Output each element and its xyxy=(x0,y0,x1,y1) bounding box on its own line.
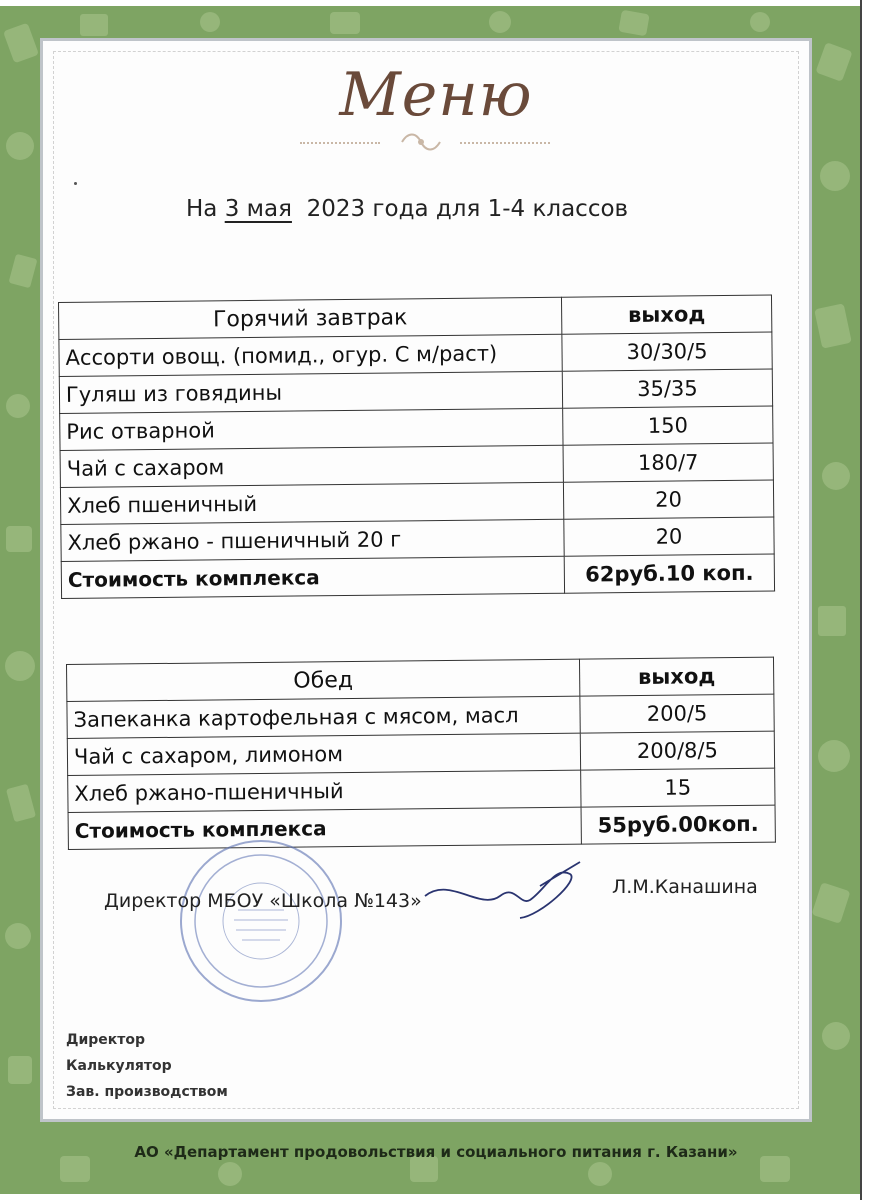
scan-dot xyxy=(74,182,77,185)
date-prefix: На xyxy=(186,196,218,222)
total-row xyxy=(61,554,774,598)
breakfast-header-value: выход xyxy=(561,295,771,334)
item-name: Чай с сахаром, лимоном xyxy=(67,733,580,775)
total-label: Стоимость комплекса xyxy=(68,807,581,849)
item-name: Гуляш из говядины xyxy=(59,371,562,413)
item-name: Ассорти овощ. (помид., огур. С м/раст) xyxy=(59,334,562,376)
page-title: Меню xyxy=(339,60,533,130)
item-value: 150 xyxy=(563,406,773,445)
lunch-table xyxy=(66,657,776,850)
date-value: 3 мая xyxy=(224,196,292,222)
total-value: 55руб.00коп. xyxy=(581,805,775,844)
breakfast-table xyxy=(58,295,775,599)
date-suffix: 2023 года для 1-4 классов xyxy=(306,196,629,222)
date-line xyxy=(186,196,628,222)
item-name: Запеканка картофельная с мясом, масл xyxy=(67,696,580,738)
item-name: Хлеб ржано - пшеничный 20 г xyxy=(61,519,564,561)
breakfast-header-name: Горячий завтрак xyxy=(59,297,562,339)
role-director: Директор xyxy=(66,1032,146,1048)
item-value: 15 xyxy=(581,768,775,807)
school-stamp-icon xyxy=(176,836,346,1006)
item-value: 200/8/5 xyxy=(580,731,774,770)
item-value: 20 xyxy=(563,480,773,519)
signature-name: Л.М.Канашина xyxy=(612,876,758,898)
item-value: 200/5 xyxy=(580,694,774,733)
item-value: 180/7 xyxy=(563,443,773,482)
total-value: 62руб.10 коп. xyxy=(564,554,774,593)
footer-organization: АО «Департамент продовольствия и социального питания г. Казани» xyxy=(134,1143,738,1161)
lunch-header-value: выход xyxy=(579,657,773,696)
title-divider-left xyxy=(300,142,380,144)
item-value: 35/35 xyxy=(562,369,772,408)
item-value: 20 xyxy=(564,517,774,556)
item-name: Хлеб пшеничный xyxy=(60,482,563,524)
item-value: 30/30/5 xyxy=(562,332,772,371)
handwritten-signature xyxy=(420,856,590,926)
role-calculator: Калькулятор xyxy=(66,1058,172,1074)
flourish-ornament-icon xyxy=(398,128,444,156)
item-name: Рис отварной xyxy=(60,408,563,450)
lunch-header-name: Обед xyxy=(67,659,580,701)
item-name: Чай с сахаром xyxy=(60,445,563,487)
item-name: Хлеб ржано-пшеничный xyxy=(68,770,581,812)
scan-edge xyxy=(860,0,872,1200)
signature-position: Директор МБОУ «Школа №143» xyxy=(104,890,422,912)
role-production-head: Зав. производством xyxy=(66,1084,228,1100)
title-divider-right xyxy=(460,142,550,144)
total-row xyxy=(68,805,775,849)
total-label: Стоимость комплекса xyxy=(61,556,564,598)
